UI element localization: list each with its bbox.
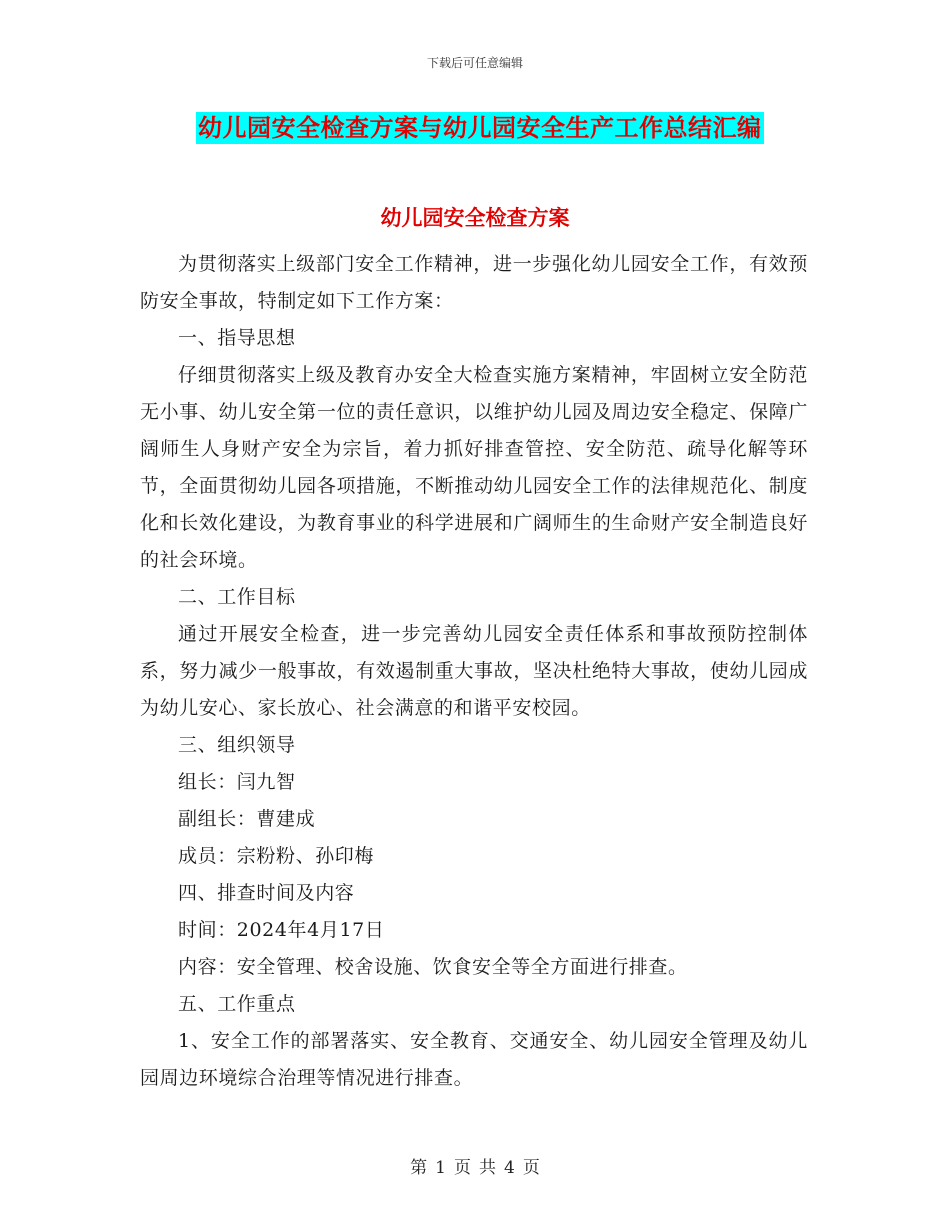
section-title: 幼儿园安全检查方案 — [380, 205, 570, 230]
guiding-thought-paragraph: 仔细贯彻落实上级及教育办安全大检查实施方案精神，牢固树立安全防范无小事、幼儿安全第一位的责任意识，以维护幼儿园及周边安全稳定、保障广阔师生人身财产安全为宗旨，着力抓好排查管控、安全防范、疏导化解等环节，全面贯彻幼儿园各项措施，不断推动幼儿园安全工作的法律规范化、制度化和长效化建设，为教育事业的科学进展和广阔师生的生命财产安全制造良好的社会环境。 — [140, 364, 808, 571]
team-leader-line: 组长：闫九智 — [178, 771, 296, 793]
footer-suffix: 页 — [522, 1158, 540, 1178]
intro-paragraph: 为贯彻落实上级部门安全工作精神，进一步强化幼儿园安全工作，有效预防安全事故，特制定如下工作方案： — [140, 253, 808, 312]
heading-guiding-thought: 一、指导思想 — [178, 327, 296, 349]
footer-total-pages: 4 — [504, 1158, 515, 1178]
inspection-date-line: 时间：2024年4月17日 — [178, 919, 385, 941]
header-note: 下载后可任意编辑 — [426, 56, 523, 70]
work-goals-paragraph: 通过开展安全检查，进一步完善幼儿园安全责任体系和事故预防控制体系，努力减少一般事故，有效遏制重大事故，坚决杜绝特大事故，使幼儿园成为幼儿安心、家长放心、社会满意的和谐平安校园。 — [140, 623, 808, 719]
heading-work-goals: 二、工作目标 — [178, 586, 296, 608]
work-focus-item-1: 1、安全工作的部署落实、安全教育、交通安全、幼儿园安全管理及幼儿园周边环境综合治理等情况进行排查。 — [140, 1030, 808, 1089]
footer-prefix: 第 — [410, 1158, 428, 1178]
heading-organization: 三、组织领导 — [178, 734, 296, 756]
footer-page-label: 页 — [454, 1158, 471, 1178]
members-line: 成员：宗粉粉、孙印梅 — [178, 845, 375, 867]
footer-page-number: 1 — [435, 1158, 446, 1178]
heading-inspection-time: 四、排查时间及内容 — [178, 882, 355, 904]
footer-total-label: 共 — [479, 1158, 496, 1178]
document-body — [140, 246, 808, 1097]
page-footer — [0, 1153, 950, 1178]
deputy-leader-line: 副组长：曹建成 — [178, 808, 316, 830]
document-title: 幼儿园安全检查方案与幼儿园安全生产工作总结汇编 — [198, 113, 762, 142]
inspection-content-line: 内容：安全管理、校舍设施、饮食安全等全方面进行排查。 — [178, 956, 688, 978]
heading-work-focus: 五、工作重点 — [178, 993, 296, 1015]
